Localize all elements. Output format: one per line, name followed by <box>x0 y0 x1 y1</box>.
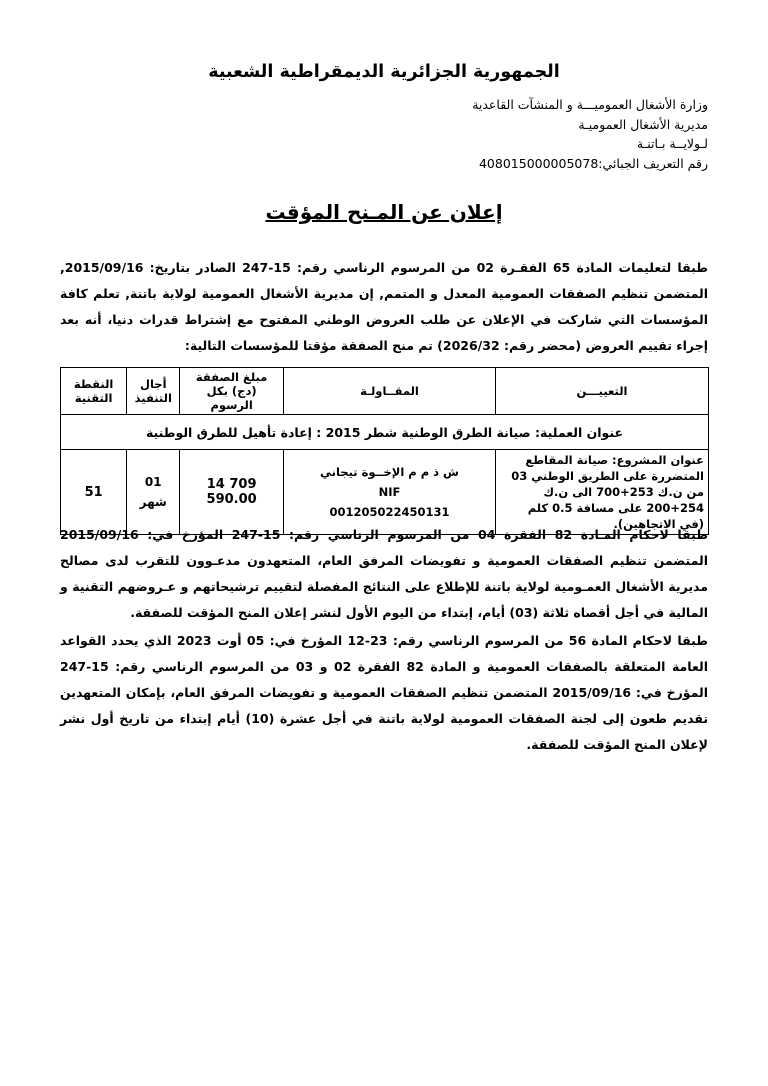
header-score: النقطة التقنية <box>61 368 127 415</box>
consultation-paragraph: طبقا لاحكام المـادة 82 الفقرة 04 من المرسوم الرناسي رقم: 15-247 المؤرخ في: 2015/09/16 المتضمن تنظيم الصفقات العمومية و تفويضات المرفق العام، المتعهدون مدعـوون للتقرب لدى مصالح مديرية الأشغال العمـومية لولاية باتنة للإطلاع على النتائج المفصلة لتقييم ترشيحاتهم و عـروضهم التقنية و المالية في أجل أقصاه ثلاثة (03) أيام، إبتداء من اليوم الأول لنشر إعلان المنح المؤقت للصفقة. <box>60 527 708 620</box>
operation-row <box>61 415 709 450</box>
contractor-name: ش ذ م م الإخــوة تيجاني <box>320 465 459 479</box>
issuer-block <box>288 95 708 173</box>
tax-id-line: رقم التعريف الجبائي:408015000005078 <box>478 155 708 171</box>
delay-unit: شهر <box>139 495 167 509</box>
ministry-line: وزارة الأشغال العموميـــة و المنشآت القاعدية <box>472 97 708 112</box>
awards-table <box>60 367 709 535</box>
contractor-nif: 001205022450131 <box>329 505 450 519</box>
header-contractor: المقــاولـة <box>284 368 496 415</box>
contractor-nif-label: NIF <box>378 485 401 499</box>
technical-score: 51 <box>61 450 127 535</box>
header-amount: مبلغ الصفقة (دج) بكل الرسوم <box>180 368 284 415</box>
delay-value: 01 <box>144 475 162 489</box>
intro-paragraph: طبقا لتعليمات المادة 65 الفقـرة 02 من المرسوم الرناسي رقم: 15-247 الصادر بتاريخ: 2015/09/16, المتضمن تنظيم الصفقات العمومية المعدل و المتمم, إن مديرية الأشغال العمومية لولاية باتنة, تعلم كافة المؤسسات التي شاركت في الإعلان عن طلب العروض الوطني المفتوح مع إشتراط قدرات دنيا، أنه بعد إجراء تقييم العروض (محضر رقم: 2026/32) تم منح الصفقة مؤقتا للمؤسسات التالية: <box>60 260 708 353</box>
country-heading: الجمهورية الجزائرية الديمقراطية الشعبية <box>208 62 560 82</box>
wilaya-line: لـولايــة بـاتنـة <box>636 136 708 151</box>
table-header-row <box>61 368 709 415</box>
operation-title: عنوان العملية: صيانة الطرق الوطنية شطر 2015 : إعادة تأهيل للطرق الوطنية <box>61 415 709 450</box>
contract-amount: 14 709 590.00 <box>180 450 284 535</box>
header-designation: التعييـــن <box>495 368 708 415</box>
directorate-line: مديرية الأشغال العموميـة <box>578 116 708 132</box>
header-delay: أجال التنفيذ <box>127 368 180 415</box>
project-designation: عنوان المشروع: صيانة المقاطع المتضررة على الطريق الوطني 03 من ن.ك 253+700 الى ن.ك 254+200 على مسافة 0.5 كلم (في الاتجاهين). <box>495 450 708 535</box>
appeal-paragraph: طبقا لاحكام المادة 56 من المرسوم الرناسي رقم: 23-12 المؤرخ في: 05 أوت 2023 الذي يحدد القواعد العامة المتعلقة بالصفقات العمومية و المادة 82 الفقرة 02 و 03 من المرسوم الرناسي رقم: 15-247 المؤرخ في: 2015/09/16 المتضمن تنظيم الصفقات العمومية و تفويضات المرفق العام، بإمكان المتعهدين تقديم طعون إلى لجنة الصفقات العمومية لولاية باتنة في أجل عشرة (10) أيام إبتداء من تاريخ أول نشر لإعلان المنح المؤقت للصفقة. <box>60 633 709 752</box>
announcement-title: إعلان عن المـنح المؤقت <box>265 200 503 224</box>
